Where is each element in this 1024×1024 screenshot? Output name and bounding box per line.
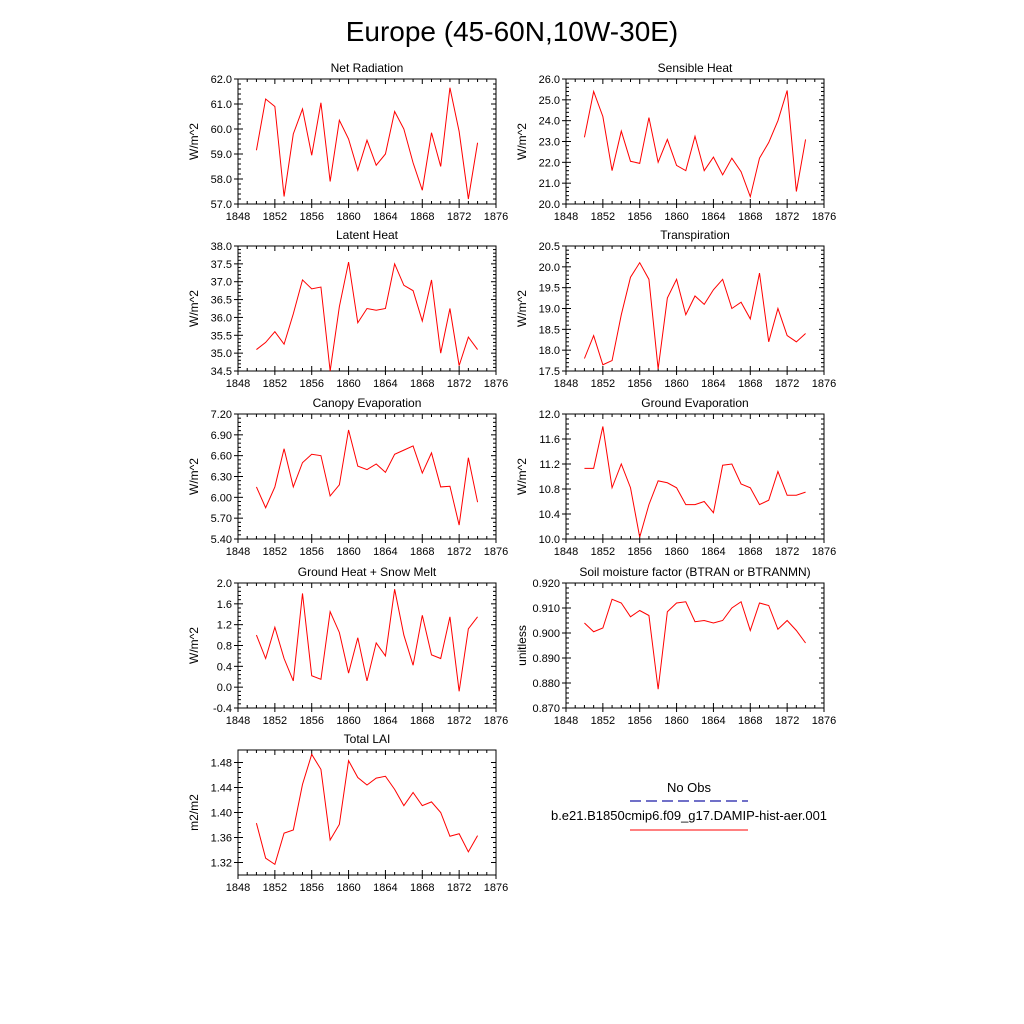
y-tick-label: 58.0 xyxy=(210,174,232,186)
y-tick-label: 10.8 xyxy=(538,484,560,496)
y-tick-label: 24.0 xyxy=(538,115,560,128)
y-tick-label: 10.0 xyxy=(538,534,560,546)
panel-8 xyxy=(187,732,508,894)
x-tick-label: 1860 xyxy=(664,715,689,727)
x-tick-label: 1864 xyxy=(701,546,726,558)
x-tick-label: 1872 xyxy=(446,546,472,558)
y-tick-label: 21.0 xyxy=(538,178,560,191)
y-tick-label: 35.5 xyxy=(210,330,232,343)
x-tick-label: 1872 xyxy=(774,715,800,727)
x-tick-label: 1860 xyxy=(336,546,361,558)
y-axis-label: W/m^2 xyxy=(515,290,529,327)
y-tick-label: 7.20 xyxy=(210,409,232,421)
series-line xyxy=(256,754,477,864)
y-tick-label: 0.4 xyxy=(216,661,232,674)
plot-frame xyxy=(238,414,496,539)
plot-frame xyxy=(566,246,824,371)
x-tick-label: 1856 xyxy=(627,715,652,727)
y-axis-label: m2/m2 xyxy=(187,794,201,831)
series-line xyxy=(584,90,805,196)
y-tick-label: 20.5 xyxy=(538,241,560,253)
y-tick-label: 1.44 xyxy=(210,782,232,795)
y-tick-label: 34.5 xyxy=(210,366,232,378)
y-tick-label: 37.0 xyxy=(210,276,232,289)
x-tick-label: 1872 xyxy=(446,211,472,223)
x-tick-label: 1860 xyxy=(664,546,689,558)
y-axis-label: W/m^2 xyxy=(187,627,201,664)
y-tick-label: 1.6 xyxy=(216,598,232,611)
y-tick-label: 11.6 xyxy=(539,434,560,446)
panel-7 xyxy=(515,565,836,727)
y-axis-label: W/m^2 xyxy=(187,458,201,495)
x-tick-label: 1860 xyxy=(336,882,361,894)
x-tick-label: 1848 xyxy=(553,378,579,390)
x-tick-label: 1868 xyxy=(410,546,435,558)
x-tick-label: 1852 xyxy=(590,715,616,727)
x-tick-label: 1860 xyxy=(664,378,689,390)
x-tick-label: 1868 xyxy=(410,882,435,894)
x-tick-label: 1864 xyxy=(701,715,726,727)
legend-obs-label: No Obs xyxy=(666,780,712,795)
y-axis-label: W/m^2 xyxy=(187,123,201,160)
x-tick-label: 1856 xyxy=(627,546,652,558)
x-tick-label: 1876 xyxy=(483,378,509,390)
x-tick-label: 1852 xyxy=(590,546,616,558)
x-tick-label: 1864 xyxy=(373,211,398,223)
plot-frame xyxy=(566,414,824,539)
y-tick-label: 0.890 xyxy=(532,653,560,665)
y-tick-label: 1.40 xyxy=(210,807,232,820)
y-tick-label: -0.4 xyxy=(213,703,232,715)
x-tick-label: 1860 xyxy=(336,378,361,390)
y-tick-label: 0.0 xyxy=(216,682,232,695)
y-tick-label: 38.0 xyxy=(210,241,232,253)
panel-4 xyxy=(187,396,508,558)
y-tick-label: 61.0 xyxy=(210,99,232,111)
chart-title: Canopy Evaporation xyxy=(312,396,422,410)
y-tick-label: 26.0 xyxy=(538,74,560,86)
x-tick-label: 1864 xyxy=(373,546,398,558)
y-tick-label: 12.0 xyxy=(538,409,560,421)
chart-title: Ground Evaporation xyxy=(641,396,749,410)
y-tick-label: 6.30 xyxy=(210,471,232,484)
y-tick-label: 6.00 xyxy=(210,492,232,505)
y-tick-label: 19.5 xyxy=(538,282,560,295)
y-tick-label: 6.90 xyxy=(210,429,232,442)
x-tick-label: 1872 xyxy=(774,546,800,558)
x-tick-label: 1860 xyxy=(664,211,689,223)
chart-title: Latent Heat xyxy=(335,228,399,242)
x-tick-label: 1860 xyxy=(336,715,361,727)
x-tick-label: 1848 xyxy=(225,211,251,223)
x-tick-label: 1848 xyxy=(553,211,579,223)
y-tick-label: 36.0 xyxy=(210,312,232,325)
y-tick-label: 1.32 xyxy=(210,857,232,870)
plot-frame xyxy=(238,750,496,875)
panel-5 xyxy=(515,396,836,558)
y-tick-label: 10.4 xyxy=(538,509,560,521)
x-tick-label: 1876 xyxy=(483,211,509,223)
x-tick-label: 1868 xyxy=(410,211,435,223)
y-tick-label: 5.40 xyxy=(210,534,232,546)
x-tick-label: 1856 xyxy=(627,378,652,390)
x-tick-label: 1852 xyxy=(590,211,616,223)
y-tick-label: 57.0 xyxy=(210,199,232,211)
x-tick-label: 1864 xyxy=(373,378,398,390)
series-line xyxy=(256,262,477,371)
y-tick-label: 59.0 xyxy=(210,149,232,161)
y-tick-label: 0.910 xyxy=(532,603,560,615)
panel-2 xyxy=(187,228,508,390)
series-line xyxy=(256,88,477,199)
series-line xyxy=(584,263,805,369)
y-tick-label: 5.70 xyxy=(210,513,232,526)
x-tick-label: 1852 xyxy=(262,882,288,894)
legend-model-label: b.e21.B1850cmip6.f09_g17.DAMIP-hist-aer.001 xyxy=(550,808,828,823)
x-tick-label: 1868 xyxy=(410,378,435,390)
x-tick-label: 1876 xyxy=(811,715,837,727)
chart-title: Net Radiation xyxy=(330,61,404,75)
y-tick-label: 18.5 xyxy=(538,324,560,337)
x-tick-label: 1868 xyxy=(410,715,435,727)
panel-6 xyxy=(187,565,508,727)
x-tick-label: 1876 xyxy=(811,211,837,223)
x-tick-label: 1852 xyxy=(262,715,288,727)
y-tick-label: 6.60 xyxy=(210,450,232,463)
x-tick-label: 1876 xyxy=(483,715,509,727)
x-tick-label: 1872 xyxy=(446,715,472,727)
y-tick-label: 0.870 xyxy=(532,703,560,715)
page-title: Europe (45-60N,10W-30E) xyxy=(345,16,679,47)
x-tick-label: 1856 xyxy=(299,715,324,727)
y-tick-label: 2.0 xyxy=(216,578,232,590)
chart-title: Soil moisture factor (BTRAN or BTRANMN) xyxy=(579,565,811,579)
y-axis-label: unitless xyxy=(515,625,529,666)
y-tick-label: 60.0 xyxy=(210,124,232,136)
y-tick-label: 22.0 xyxy=(538,157,560,170)
y-tick-label: 25.0 xyxy=(538,94,560,107)
x-tick-label: 1868 xyxy=(738,378,763,390)
chart-title: Total LAI xyxy=(343,732,391,746)
chart-panels xyxy=(187,61,836,894)
panel-0 xyxy=(187,61,508,223)
x-tick-label: 1848 xyxy=(225,715,251,727)
series-line xyxy=(584,427,805,538)
x-tick-label: 1876 xyxy=(483,882,509,894)
series-line xyxy=(256,430,477,525)
x-tick-label: 1856 xyxy=(299,211,324,223)
x-tick-label: 1848 xyxy=(225,378,251,390)
y-tick-label: 19.0 xyxy=(538,303,560,316)
x-tick-label: 1872 xyxy=(446,378,472,390)
y-tick-label: 0.8 xyxy=(216,640,232,653)
x-tick-label: 1876 xyxy=(811,546,837,558)
y-tick-label: 1.48 xyxy=(210,757,232,770)
plot-frame xyxy=(566,583,824,708)
y-tick-label: 0.900 xyxy=(532,628,560,640)
y-tick-label: 0.920 xyxy=(532,578,560,590)
x-tick-label: 1876 xyxy=(483,546,509,558)
y-tick-label: 18.0 xyxy=(538,345,560,358)
y-tick-label: 35.0 xyxy=(210,348,232,361)
x-tick-label: 1856 xyxy=(299,378,324,390)
chart-title: Ground Heat + Snow Melt xyxy=(297,565,437,579)
y-axis-label: W/m^2 xyxy=(515,123,529,160)
x-tick-label: 1848 xyxy=(553,546,579,558)
panel-3 xyxy=(515,228,836,390)
y-tick-label: 11.2 xyxy=(539,459,560,471)
x-tick-label: 1852 xyxy=(590,378,616,390)
x-tick-label: 1868 xyxy=(738,211,763,223)
y-tick-label: 17.5 xyxy=(538,366,560,378)
y-axis-label: W/m^2 xyxy=(515,458,529,495)
y-axis-label: W/m^2 xyxy=(187,290,201,327)
series-line xyxy=(256,589,477,691)
plot-frame xyxy=(238,583,496,708)
x-tick-label: 1848 xyxy=(225,546,251,558)
x-tick-label: 1864 xyxy=(373,882,398,894)
x-tick-label: 1856 xyxy=(299,882,324,894)
x-tick-label: 1848 xyxy=(225,882,251,894)
y-tick-label: 37.5 xyxy=(210,258,232,271)
x-tick-label: 1868 xyxy=(738,546,763,558)
x-tick-label: 1860 xyxy=(336,211,361,223)
x-tick-label: 1872 xyxy=(446,882,472,894)
x-tick-label: 1864 xyxy=(701,211,726,223)
chart-title: Transpiration xyxy=(660,228,730,242)
y-tick-label: 62.0 xyxy=(210,74,232,86)
y-tick-label: 0.880 xyxy=(532,678,560,690)
x-tick-label: 1856 xyxy=(627,211,652,223)
legend xyxy=(551,780,827,830)
x-tick-label: 1848 xyxy=(553,715,579,727)
x-tick-label: 1872 xyxy=(774,211,800,223)
series-line xyxy=(584,599,805,689)
x-tick-label: 1876 xyxy=(811,378,837,390)
x-tick-label: 1872 xyxy=(774,378,800,390)
x-tick-label: 1852 xyxy=(262,546,288,558)
y-tick-label: 23.0 xyxy=(538,136,560,149)
x-tick-label: 1864 xyxy=(373,715,398,727)
panel-1 xyxy=(515,61,836,223)
x-tick-label: 1856 xyxy=(299,546,324,558)
x-tick-label: 1864 xyxy=(701,378,726,390)
chart-title: Sensible Heat xyxy=(657,61,733,75)
y-tick-label: 1.2 xyxy=(216,619,232,632)
y-tick-label: 36.5 xyxy=(210,294,232,307)
x-tick-label: 1852 xyxy=(262,211,288,223)
y-tick-label: 20.0 xyxy=(538,199,560,211)
y-tick-label: 20.0 xyxy=(538,261,560,274)
x-tick-label: 1868 xyxy=(738,715,763,727)
x-tick-label: 1852 xyxy=(262,378,288,390)
y-tick-label: 1.36 xyxy=(210,832,232,845)
